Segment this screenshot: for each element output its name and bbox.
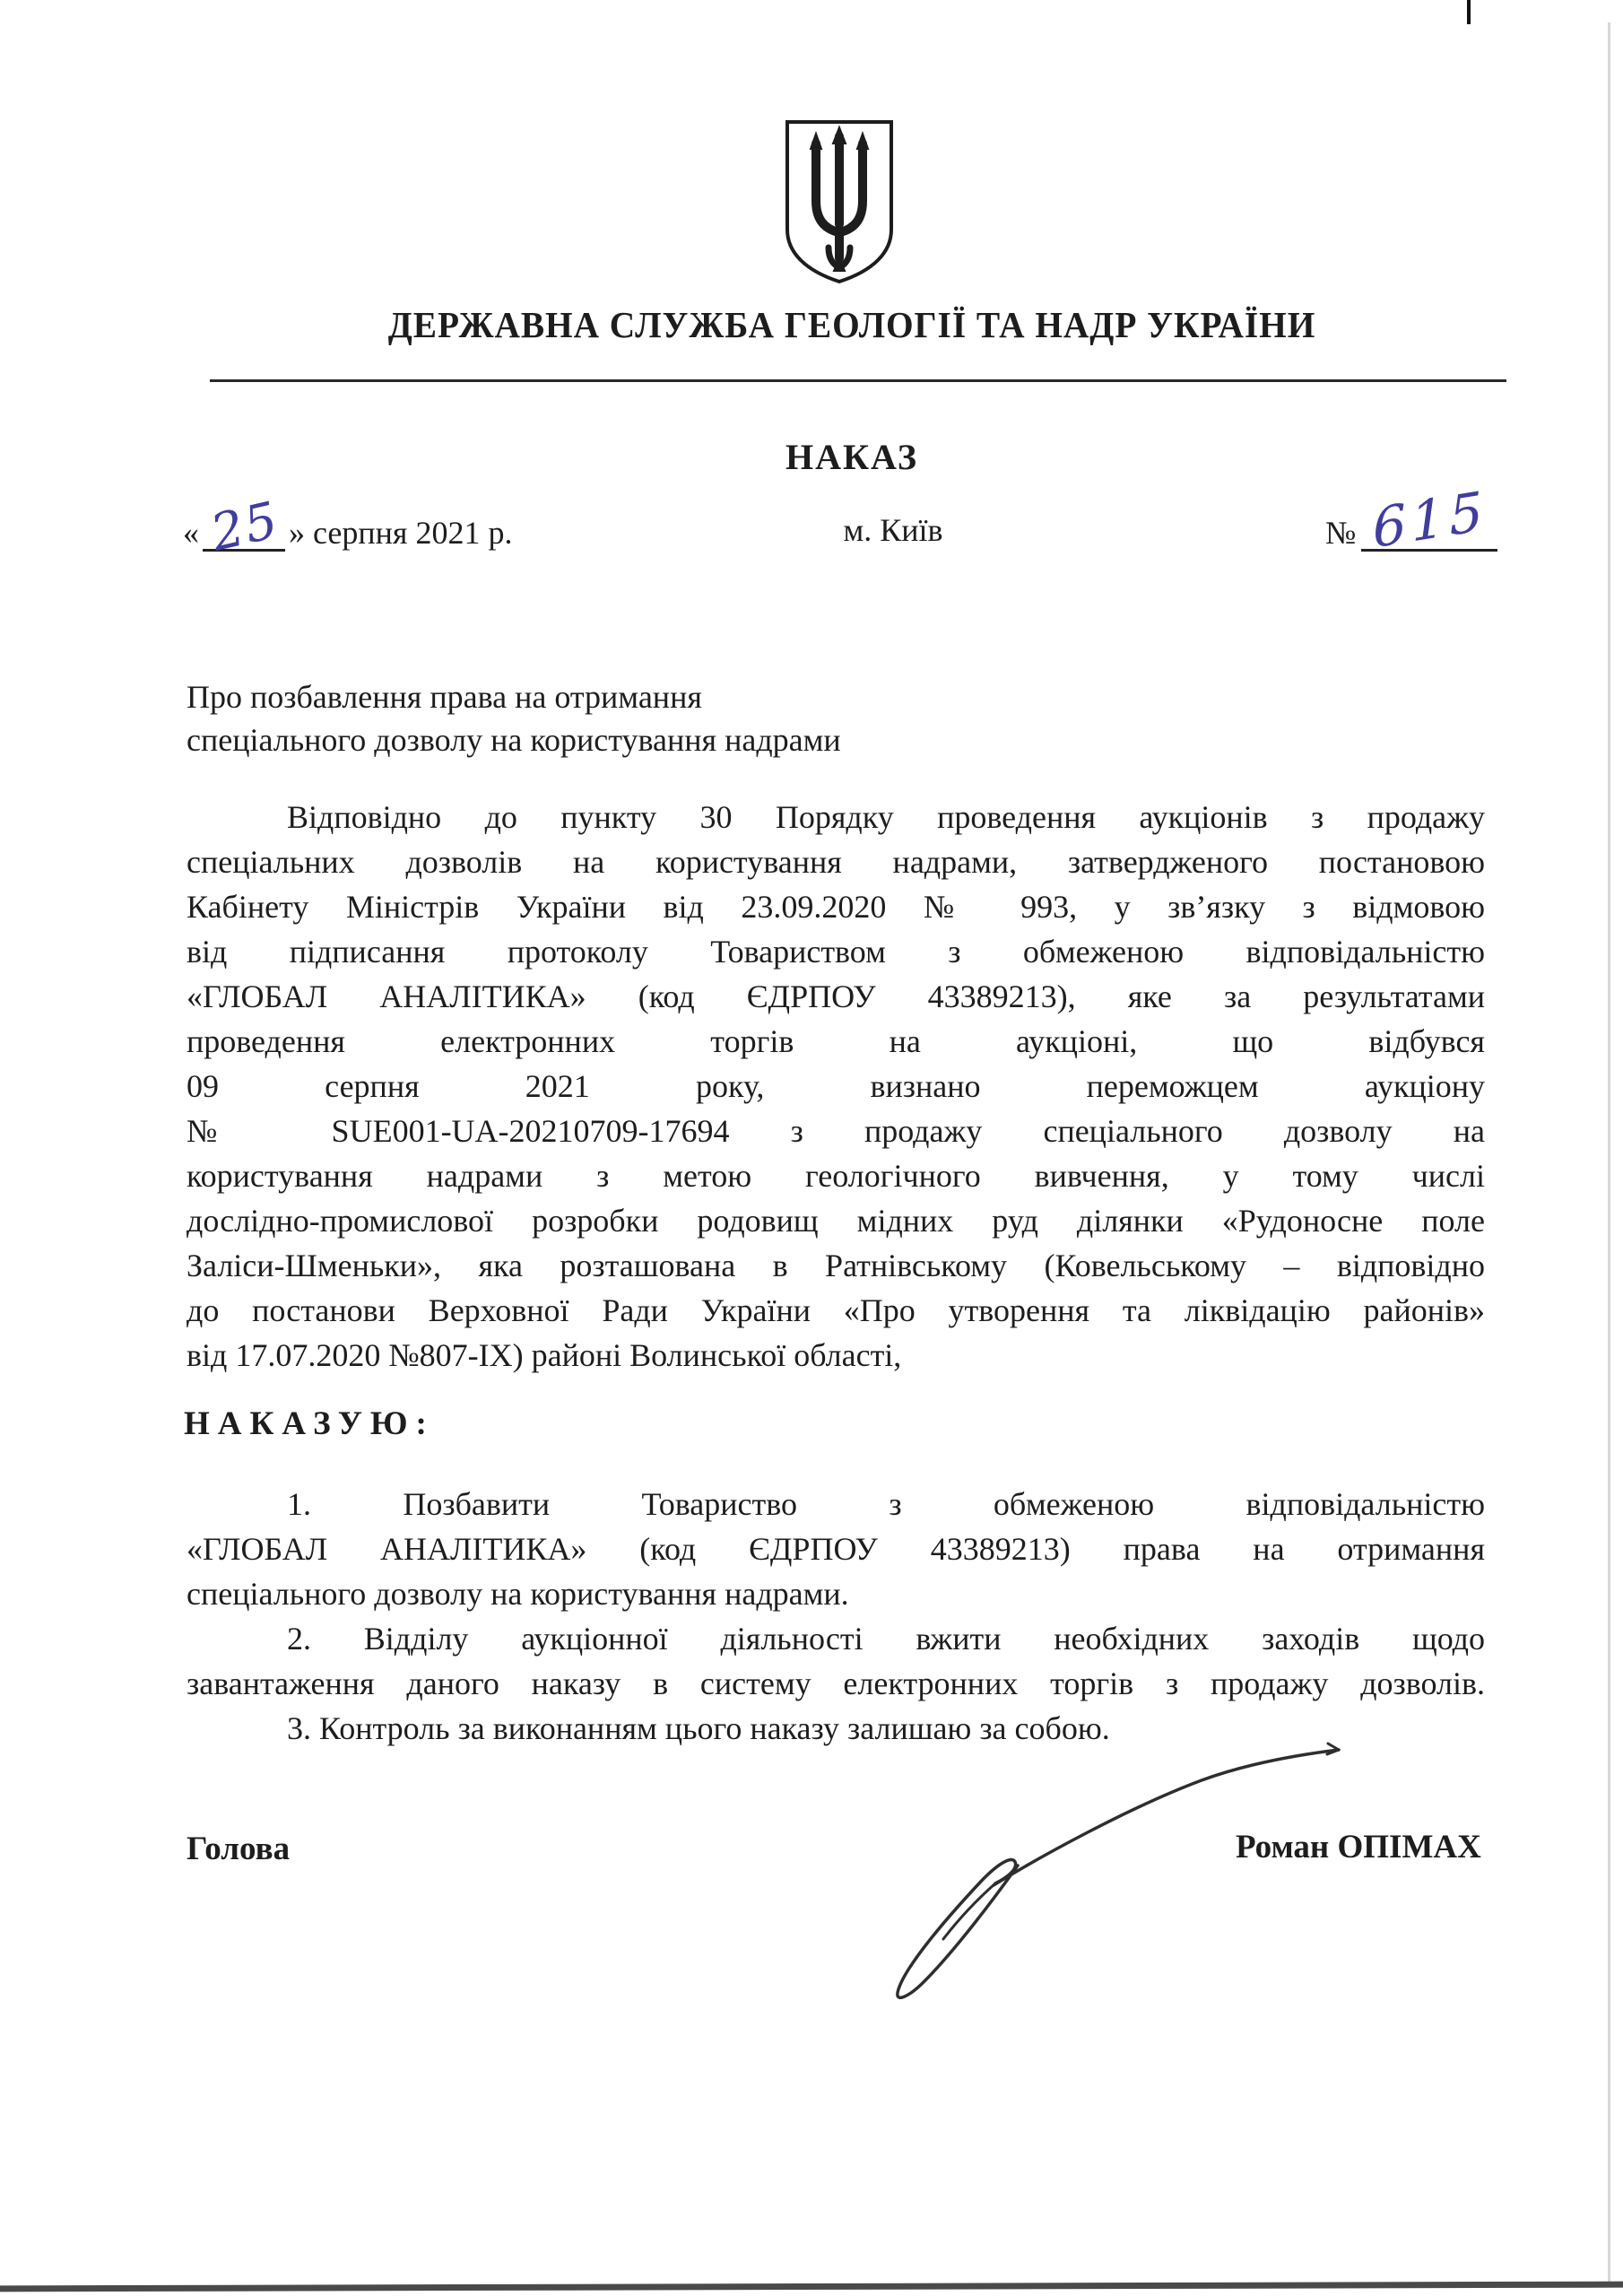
- body-line: 09 серпня 2021 року, визнано переможцем аукціону: [187, 1068, 1485, 1104]
- handwritten-order-number: 615: [1371, 479, 1489, 561]
- scan-edge-shadow: [1608, 22, 1610, 2283]
- number-sign: №: [1325, 515, 1357, 551]
- scan-tick-mark: [1467, 0, 1471, 24]
- body-line: «ГЛОБАЛ АНАЛІТИКА» (код ЄДРПОУ 43389213), яке за результатами: [187, 978, 1485, 1014]
- order-item-line: 2. Відділу аукціонної діяльності вжити необхідних заходів щодо: [287, 1621, 1485, 1657]
- signatory-position: Голова: [187, 1831, 291, 1867]
- city-label: м. Київ: [843, 512, 943, 548]
- date-number-row: [0, 479, 1623, 572]
- body-line: Заліси-Шменьки», яка розташована в Ратнівському (Ковельському – відповідно: [187, 1248, 1485, 1283]
- ukraine-trident-emblem-icon: [782, 117, 897, 287]
- organization-name: ДЕРЖАВНА СЛУЖБА ГЕОЛОГІЇ ТА НАДР УКРАЇНИ: [387, 304, 1316, 345]
- body-line: користування надрами з метою геологічного вивчення, у тому числі: [187, 1158, 1485, 1194]
- handwritten-signature: [861, 1731, 1363, 2018]
- scan-bottom-edge: [0, 2282, 1623, 2292]
- order-item-line: 1. Позбавити Товариство з обмеженою відповідальністю: [287, 1486, 1485, 1522]
- body-line: Кабінету Міністрів України від 23.09.2020 № 993, у зв’язку з відмовою: [187, 889, 1485, 925]
- day-blank-underline: [203, 491, 285, 563]
- body-line: проведення електронних торгів на аукціоні, що відбувся: [187, 1023, 1485, 1059]
- body-line: спеціальних дозволів на користування надрами, затвердженого постановою: [187, 844, 1485, 880]
- subject-line: спеціального дозволу на користування надрами: [187, 722, 841, 758]
- date-month-year: » серпня 2021 р.: [289, 515, 513, 551]
- body-line: від підписання протоколу Товариством з обмеженою відповідальністю: [187, 934, 1485, 970]
- order-item-line: завантаження даного наказу в систему електронних торгів з продажу дозволів.: [187, 1665, 1485, 1701]
- date-field: [183, 491, 513, 563]
- subject-line: Про позбавлення права на отримання: [187, 679, 702, 715]
- body-line: дослідно-промислової розробки родовищ мідних руд ділянки «Рудоносне поле: [187, 1203, 1485, 1239]
- number-blank-underline: [1361, 479, 1497, 561]
- signatory-name: Роман ОПІМАХ: [1236, 1829, 1481, 1866]
- body-line: № SUE001-UA-20210709-17694 з продажу спеціального дозволу на: [187, 1113, 1485, 1149]
- document-type-title: НАКАЗ: [785, 437, 918, 477]
- handwritten-day: 25: [205, 491, 285, 563]
- order-number-field: [1325, 479, 1497, 561]
- date-open-quote: «: [183, 515, 199, 551]
- order-item-line: спеціального дозволу на користування надрами.: [187, 1576, 849, 1612]
- order-item-line: 3. Контроль за виконанням цього наказу залишаю за собою.: [287, 1710, 1110, 1746]
- body-line: до постанови Верховної Ради України «Про утворення та ліквідацію районів»: [187, 1292, 1485, 1328]
- order-heading: НАКАЗУЮ:: [184, 1405, 435, 1442]
- body-line: від 17.07.2020 №807-ІХ) районі Волинської області,: [187, 1337, 902, 1373]
- order-item-line: «ГЛОБАЛ АНАЛІТИКА» (код ЄДРПОУ 43389213) права на отримання: [187, 1531, 1485, 1567]
- body-line: Відповідно до пункту 30 Порядку проведення аукціонів з продажу: [287, 799, 1485, 835]
- header-divider-line: [210, 379, 1506, 382]
